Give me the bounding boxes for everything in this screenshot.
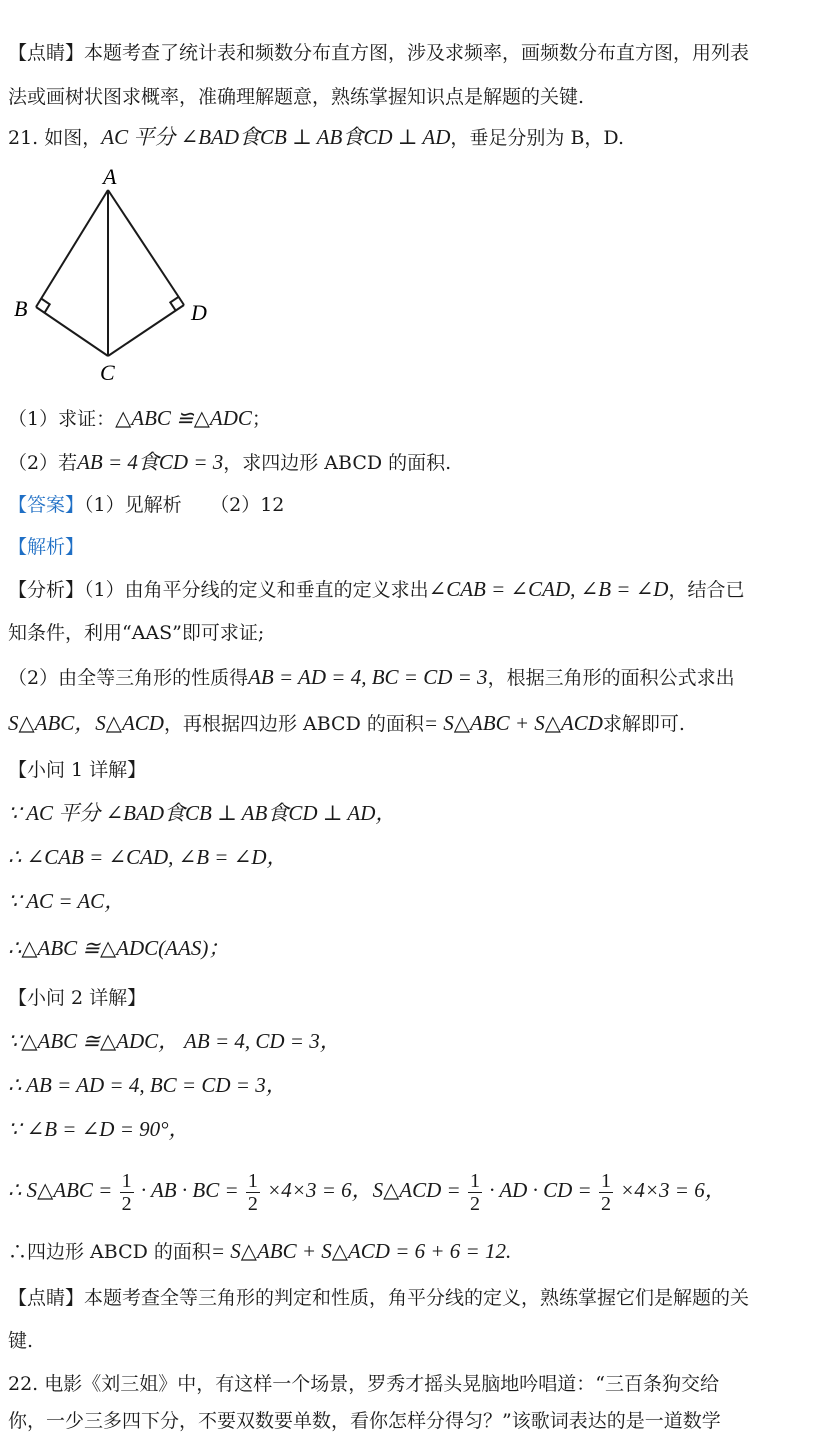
q21-prefix: 21. 如图， [8,127,102,149]
solution-2-line-4 [8,1166,825,1215]
question-22-line-2: 你，一少三多四下分，不要双数要单数，看你怎样分得匀？”该歌词表达的是一道数学 [8,1410,721,1432]
fenxi-line-1 [8,576,825,603]
frac-den: 2 [469,1192,480,1215]
label-d: D [191,300,207,325]
question-21 [8,124,825,151]
fenxi3-suffix: 求解即可. [602,713,685,735]
label-a: A [103,164,117,189]
p1-prefix: （1）求证： [8,408,116,430]
fenxi2-math: AB = AD = 4, BC = CD = 3 [248,665,488,689]
fenxi2-suffix: ，根据三角形的面积公式求出 [487,667,735,689]
solution-1-line-1: ∵ AC 平分 ∠BAD食CB ⊥ AB食CD ⊥ AD， [8,801,397,825]
sub-question-1-heading: 【小问 1 详解】 [8,759,147,781]
question-22-line-1: 22. 电影《刘三姐》中，有这样一个场景，罗秀才摇头晃脑地吟唱道：“三百条狗交给 [8,1373,719,1395]
fraction-half-2 [246,1170,260,1215]
dianjing-line-2: 键. [8,1330,34,1352]
solution-2-line-2: ∴ AB = AD = 4, BC = CD = 3， [8,1073,287,1097]
answer-line [8,492,825,518]
label-b: B [14,296,28,321]
fenxi2-line [8,664,825,691]
dianjing-line-1: 【点睛】本题考查全等三角形的判定和性质，角平分线的定义，熟练掌握它们是解题的关 [8,1287,750,1309]
s2-l4b: · AB · BC = [140,1178,239,1202]
solution-2-line-3: ∵ ∠B = ∠D = 90°， [8,1117,190,1141]
segment-bc [36,307,108,356]
fraction-half-1 [120,1170,134,1215]
part-1-prompt [8,405,825,432]
dianjing-prev-line-1: 【点睛】本题考查了统计表和频数分布直方图，涉及求频率，画频数分布直方图，用列表 [8,42,750,64]
frac-num: 1 [121,1169,132,1192]
fenxi-math: ∠CAB = ∠CAD, ∠B = ∠D [428,577,669,601]
frac-den: 2 [247,1192,258,1215]
fenxi3-mid: ，再根据四边形 ABCD 的面积 [163,713,424,735]
s2-l4e: ×4×3 = 6， [620,1178,726,1202]
q21-suffix: ，垂足分别为 B，D. [450,127,625,149]
solution-1-line-2: ∴ ∠CAB = ∠CAD, ∠B = ∠D， [8,845,288,869]
p2-math: AB = 4食CD = 3 [77,450,224,474]
analysis-tag: 【解析】 [8,536,85,558]
solution-2-line-5 [8,1238,825,1265]
solution-1-line-3: ∵ AC = AC， [8,889,126,913]
fenxi-suffix: ，结合已 [668,579,745,601]
label-c: C [100,360,115,385]
segment-ab [36,190,108,307]
s2-l4c: ×4×3 = 6，S△ACD = [267,1178,461,1202]
part-2-prompt [8,449,825,476]
fenxi-prefix: 【分析】（1）由角平分线的定义和垂直的定义求出 [8,579,429,601]
frac-den: 2 [121,1192,132,1215]
fenxi3-math2: = S△ABC + S△ACD [423,711,603,735]
s2-l4a: ∴ S△ABC = [8,1178,113,1202]
s2-l4d: · AD · CD = [489,1178,592,1202]
answer-tag: 【答案】 [8,494,85,516]
fraction-half-4 [599,1170,613,1215]
fenxi2-prefix: （2）由全等三角形的性质得 [8,667,249,689]
q21-math: AC 平分 ∠BAD食CB ⊥ AB食CD ⊥ AD [101,125,451,149]
p2-prefix: （2）若 [8,452,78,474]
solution-1-line-4: ∴△ABC ≅△ADC(AAS)； [8,936,230,960]
frac-den: 2 [600,1192,611,1215]
solution-2-line-1: ∵△ABC ≅△ADC， AB = 4, CD = 3， [8,1029,341,1053]
fraction-half-3 [468,1170,482,1215]
dianjing-prev-line-2: 法或画树状图求概率，准确理解题意，熟练掌握知识点是解题的关键. [8,86,585,108]
geometry-figure [8,162,218,390]
frac-num: 1 [600,1169,611,1192]
fenxi-line-2: 知条件，利用“AAS”即可求证; [8,622,265,644]
answer-text: （1）见解析 （2）12 [84,494,285,516]
segment-ad [108,190,184,305]
fenxi3-line [8,710,825,737]
p1-math: △ABC ≌△ADC [115,406,252,430]
p2-suffix: ，求四边形 ABCD 的面积. [223,452,452,474]
frac-num: 1 [469,1169,480,1192]
s2-l5-prefix: ∴四边形 ABCD 的面积 [8,1241,211,1263]
sub-question-2-heading: 【小问 2 详解】 [8,987,147,1009]
p1-suffix: ； [251,408,271,430]
segment-dc [108,305,184,356]
s2-l5-math: = S△ABC + S△ACD = 6 + 6 = 12. [210,1239,512,1263]
frac-num: 1 [247,1169,258,1192]
fenxi3-math: S△ABC，S△ACD [8,711,164,735]
